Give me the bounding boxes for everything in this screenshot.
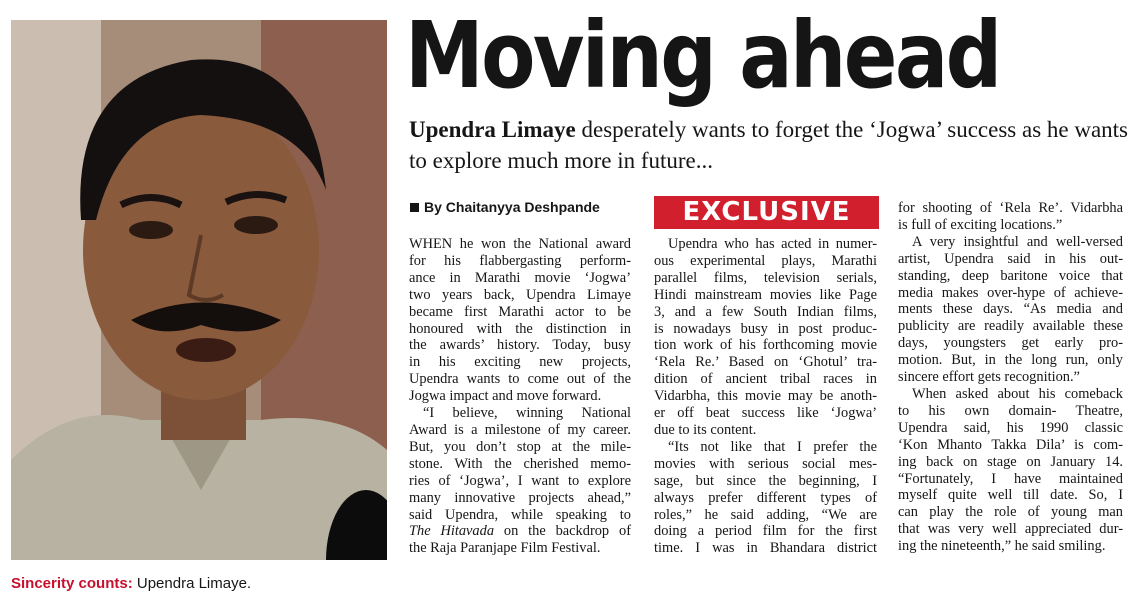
byline [410,199,600,215]
article-line: honoured with the distinction in [409,320,631,337]
deck-name: Upendra Limaye [409,117,576,142]
article-line: many innovative projects ahead,” [409,489,631,506]
article-line: movies with serious social mes- [654,455,877,472]
article-line: days, youngsters get early pro- [898,335,1123,352]
article-line: ance in Marathi movie ‘Jogwa’ [409,269,631,286]
article-line: two years back, Upendra Limaye [409,286,631,303]
article-line: dition of ancient tribal races in [654,371,877,388]
article-line: 3, and a few South Indian films, [654,303,877,320]
exclusive-banner: EXCLUSIVE [654,196,879,229]
article-line: “Its not like that I prefer the [668,438,877,455]
article-line: artist, Upendra said in his out- [898,250,1123,267]
article-line: Upendra wants to come out of the [409,371,631,388]
article-line: media makes over-hype of achieve- [898,284,1123,301]
article-line: The Hitavada on the backdrop of [409,523,631,540]
caption-text: Upendra Limaye. [132,575,252,592]
article-line: publicity are readily available these [898,318,1123,335]
article-line: “I believe, winning National [423,405,631,422]
article-line: Vidarbha, this movie may be anoth- [654,388,877,405]
deck [409,114,1129,176]
article-line: sincere effort gets recognition.” [898,369,1080,386]
article-line: that was very well appreciated dur- [898,521,1123,538]
portrait-photo [11,20,387,560]
article-line: “Fortunately, I have maintained [898,470,1123,487]
article-line: to his own domain- Theatre, [898,402,1123,419]
article-line: for his flabbergasting perform- [409,252,631,269]
article-line: the Raja Paranjape Film Festival. [409,540,601,557]
article-line: said Upendra, while speaking to [409,506,631,523]
article-line: became first Marathi actor to be [409,303,631,320]
article-line: Award is a milestone of my career. [409,421,631,438]
article-line: A very insightful and well-versed [912,233,1123,250]
deck-text: desperately wants to forget the ‘Jogwa’ success as he wants to explore much more in future... [409,117,1129,173]
article-line: roles,” he said adding, “We are [654,506,877,523]
article-line: time. I was in Bhandara district [654,540,877,557]
article-column-2 [654,236,877,557]
article-line: tion work of his forthcoming movie [654,337,877,354]
article-line: Upendra said, his 1990 classic [898,419,1123,436]
article-line: is full of exciting locations.” [898,216,1063,233]
article-line: ‘Rela Re.’ Based on ‘Ghotul’ tra- [654,354,877,371]
article-line: WHEN he won the National award [409,236,631,252]
article-line: sage, but since the beginning, I [654,472,877,489]
article-line: motion. But, in the long run, only [898,352,1123,369]
article-line: Jogwa impact and move forward. [409,388,602,405]
square-bullet-icon [410,203,419,212]
article-line: ous experimental plays, Marathi [654,252,877,269]
article-line: ments these days. “As media and [898,301,1123,318]
article-line: due to its content. [654,421,757,438]
article-line: ‘Kon Mhanto Takka Dila’ is com- [898,436,1123,453]
article-line: ries of ‘Jogwa’, I want to explore [409,472,631,489]
article-line: But, you don’t stop at the mile- [409,438,631,455]
article-line: in his exciting new projects, [409,354,631,371]
article-line: the awards’ history. Today, busy [409,337,631,354]
article-line: doing a period film for the first [654,523,877,540]
article-line: Upendra who has acted in numer- [668,236,877,252]
article-line: Hindi mainstream movies like Page [654,286,877,303]
article-line: is nowadays busy in post produc- [654,320,877,337]
article-line: can play the role of young man [898,504,1123,521]
article-line: ing back on stage on January 14. [898,453,1123,470]
byline-author: By Chaitanyya Deshpande [424,199,600,215]
article-line: stone. With the cherished memo- [409,455,631,472]
article-column-1 [409,236,631,557]
caption-lead: Sincerity counts: [11,575,133,592]
article-line: myself quite well till date. So, I [898,487,1123,504]
article-column-3 [898,200,1123,555]
article-line: er off beat success like ‘Jogwa’ [654,405,877,422]
article-line: always prefer different types of [654,489,877,506]
article-line: for shooting of ‘Rela Re’. Vidarbha [898,200,1123,216]
article-line: parallel films, television serials, [654,269,877,286]
article-line: ing the nineteenth,” he said smiling. [898,538,1106,555]
photo-caption [11,575,391,592]
article-line: When asked about his comeback [912,385,1123,402]
article-line: standing, deep baritone voice that [898,267,1123,284]
headline: Moving ahead [405,2,1000,109]
portrait-illustration [11,20,387,560]
